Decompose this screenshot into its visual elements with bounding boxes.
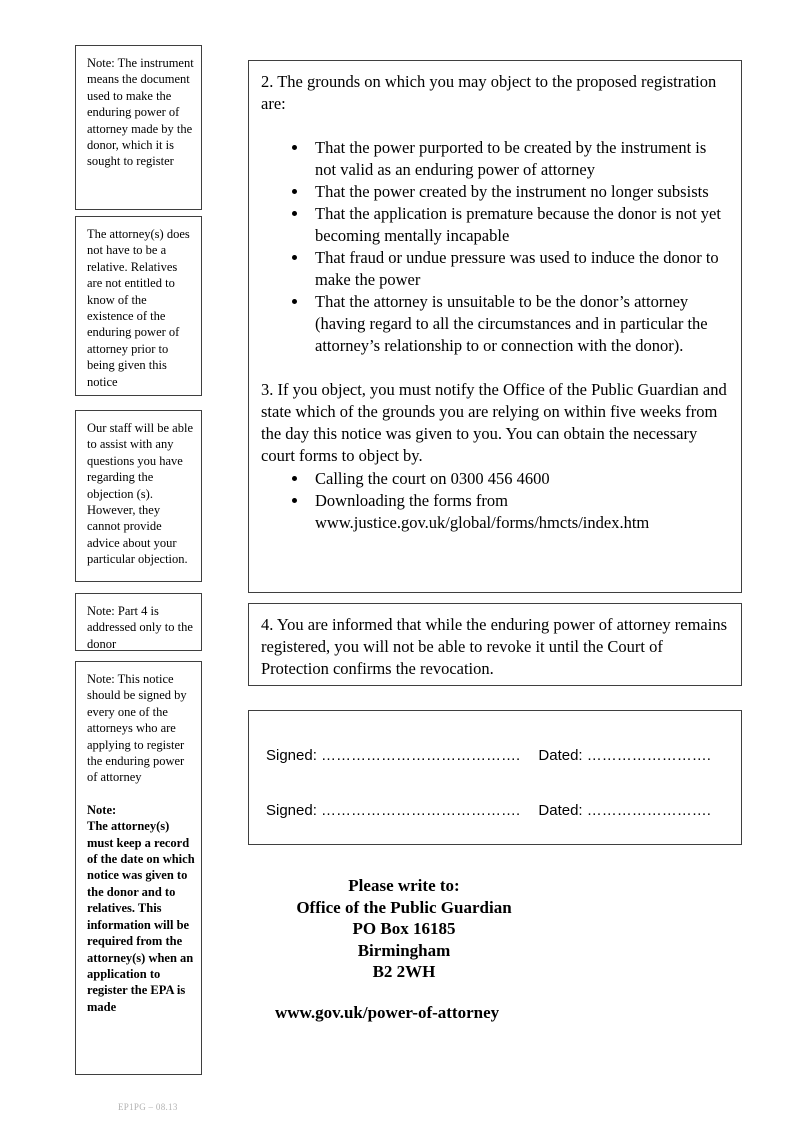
section2-bullet-list <box>261 137 729 357</box>
note-text: Note: Part 4 is addressed only to the donor <box>87 604 193 651</box>
section4-text: 4. You are informed that while the enduring power of attorney remains registered, you will not be able to revoke it until the Court of Protection confirms the revocation. <box>261 615 728 678</box>
form-reference-code: EP1PG – 08.13 <box>118 1102 178 1112</box>
note-text: Note: The instrument means the document used to make the enduring power of attorney made by the donor, which it is sought to register <box>87 56 194 169</box>
note-box-part4-donor <box>75 593 202 651</box>
note-box-relatives <box>75 216 202 396</box>
note-bold-text: The attorney(s) must keep a record of the date on which notice was given to the donor and to relatives. This information will be required from the attorney(s) when an application to register the EPA is made <box>87 819 195 1014</box>
object-bullet-phone: • Calling the court on 0300 456 4600 <box>309 468 729 490</box>
signed-line[interactable]: Signed: …………………………………. <box>266 747 521 764</box>
section-revocation-box <box>248 603 742 686</box>
object-bullet-download-url: • Downloading the forms from www.justice.gov.uk/global/forms/hmcts/index.htm <box>309 490 729 534</box>
note-text: The attorney(s) does not have to be a relative. Relatives are not entitled to know of the existence of the enduring power of attorney prior to being given this notice <box>87 227 190 389</box>
note-bold-label: Note: <box>87 802 117 817</box>
signed-line[interactable]: Signed: …………………………………. <box>266 802 521 819</box>
signature-row-2 <box>261 800 729 822</box>
address-line-pobox: PO Box 16185 <box>352 919 456 938</box>
note-text: Our staff will be able to assist with any questions you have regarding the objection (s). However, they cannot provide advice about your particular objection. <box>87 421 193 567</box>
note-box-attorneys-sign <box>75 661 202 1075</box>
grounds-bullet: • That the application is premature because the donor is not yet becoming mentally incapable <box>309 203 729 247</box>
address-line-postcode: B2 2WH <box>372 962 436 981</box>
grounds-bullet: • That the attorney is unsuitable to be the donor’s attorney (having regard to all the circumstances and in particular the attorney’s relationship to or connection with the donor). <box>309 291 729 357</box>
section2-heading: 2. The grounds on which you may object to the proposed registration are: <box>261 72 717 113</box>
signature-row-1 <box>261 745 729 767</box>
section3-bullet-list <box>261 468 729 534</box>
section-grounds-box <box>248 60 742 593</box>
grounds-bullet: • That the power purported to be created by the instrument is not valid as an enduring power of attorney <box>309 137 729 181</box>
section3-heading: 3. If you object, you must notify the Office of the Public Guardian and state which of the grounds you are relying on within five weeks from the day this notice was given to you. You can obtain the necessary court forms to object by. <box>261 380 727 465</box>
gov-uk-link[interactable]: www.gov.uk/power-of-attorney <box>275 1003 500 1022</box>
address-line-city: Birmingham <box>357 940 451 960</box>
note-bold-record <box>87 802 195 1015</box>
note-box-staff-assist <box>75 410 202 582</box>
note-box-instrument <box>75 45 202 210</box>
address-line-please-write: Please write to: <box>348 876 460 895</box>
signature-box <box>248 710 742 845</box>
opg-address-block <box>248 875 560 983</box>
dated-line[interactable]: Dated: ……………………. <box>538 802 711 819</box>
grounds-bullet: • That the power created by the instrument no longer subsists <box>309 181 729 203</box>
dated-line[interactable]: Dated: ……………………. <box>538 747 711 764</box>
note-text: Note: This notice should be signed by every one of the attorneys who are applying to register the enduring power of attorney <box>87 672 187 785</box>
address-line-office: Office of the Public Guardian <box>296 897 512 917</box>
grounds-bullet: • That fraud or undue pressure was used to induce the donor to make the power <box>309 247 729 291</box>
